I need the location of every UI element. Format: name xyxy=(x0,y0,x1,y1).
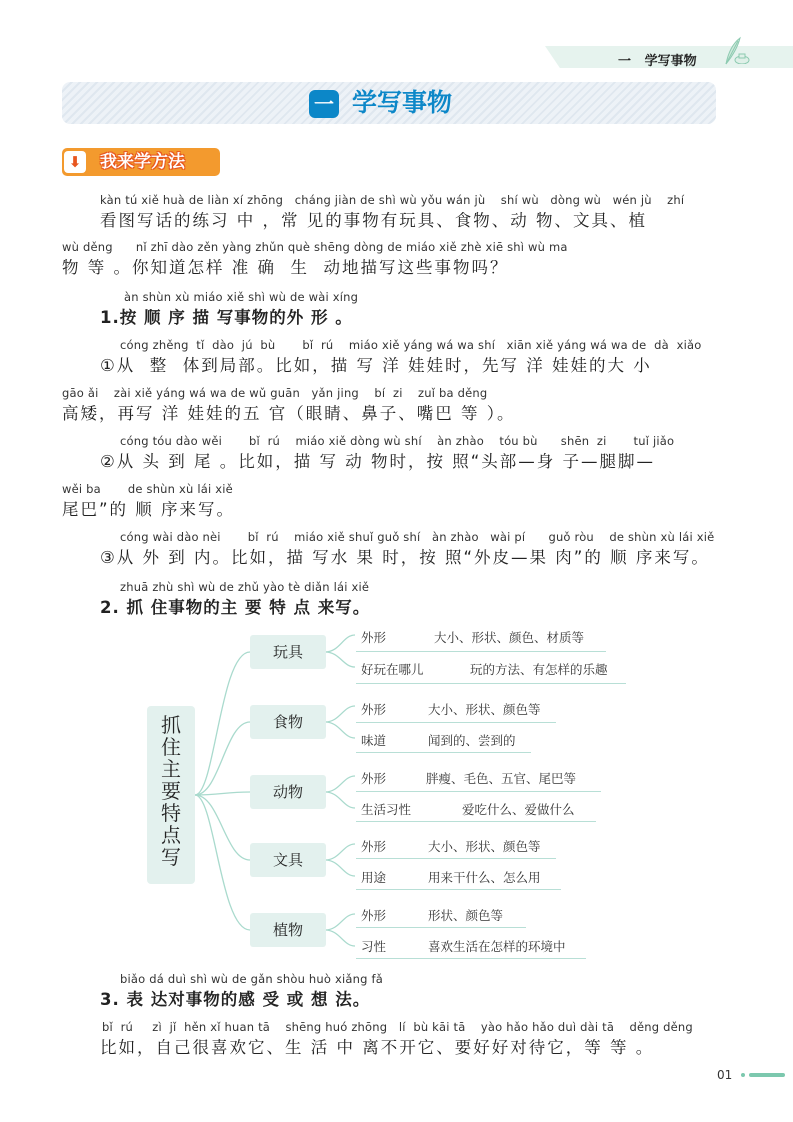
item3-pinyin-1: cóng wài dào nèi bǐ rú miáo xiě shuǐ guǒ shí àn zhào wài pí guǒ ròu de shùn xù lái xiě xyxy=(120,530,715,544)
closing-text: 比如，自己很喜欢它、生 活 中 离不开它、要好好对待它，等 等 。 xyxy=(100,1038,655,1057)
closing-pinyin: bǐ rú zì jǐ hěn xǐ huan tā shēng huó zhōng lí bù kāi tā yào hǎo hǎo duì dài tā děng děng xyxy=(102,1020,693,1034)
animals-value-1: 胖瘦、毛色、五官、尾巴等 xyxy=(426,771,577,786)
footer-bar xyxy=(749,1073,785,1077)
mindmap-node-plants: 植物 xyxy=(250,913,326,947)
mindmap-node-stationery: 文具 xyxy=(250,843,326,877)
intro-text-1: 看图写话的练习 中 ，常 见的事物有玩具、食物、动 物、文具、植 xyxy=(100,211,647,230)
point2-heading: 2. 抓 住事物的主 要 特 点 来写。 xyxy=(100,598,371,617)
item1-text-1: ①从 整 体到局部。比如，描 写 洋 娃娃时，先写 洋 娃娃的大 小 xyxy=(100,356,652,375)
inkpot-icon xyxy=(734,52,750,64)
point3-heading: 3. 表 达对事物的感 受 或 想 法。 xyxy=(100,990,371,1009)
food-key-2: 味道 xyxy=(361,733,387,748)
plants-value-1: 形状、颜色等 xyxy=(428,908,504,923)
item2-text-2: 尾巴”的 顺 序来写。 xyxy=(62,500,236,519)
point1-pinyin: àn shùn xù miáo xiě shì wù de wài xíng xyxy=(124,290,359,304)
point3-pinyin: biǎo dá duì shì wù de gǎn shòu huò xiǎng fǎ xyxy=(120,972,383,986)
item2-pinyin-1: cóng tóu dào wěi bǐ rú miáo xiě dòng wù shí àn zhào tóu bù shēn zi tuǐ jiǎo xyxy=(120,434,675,448)
toys-value-1: 大小、形状、颜色、材质等 xyxy=(434,630,585,645)
mindmap-node-toys: 玩具 xyxy=(250,635,326,669)
food-value-2: 闻到的、尝到的 xyxy=(428,733,516,748)
intro-pinyin-1: kàn tú xiě huà de liàn xí zhōng cháng jiàn de shì wù yǒu wán jù shí wù dòng wù wén jù zhí xyxy=(100,193,685,207)
divider xyxy=(356,651,606,652)
divider xyxy=(356,752,531,753)
toys-key-1: 外形 xyxy=(361,630,387,645)
plants-key-1: 外形 xyxy=(361,908,387,923)
stationery-key-2: 用途 xyxy=(361,870,387,885)
toys-value-2: 玩的方法、有怎样的乐趣 xyxy=(470,662,608,677)
divider xyxy=(356,858,556,859)
intro-text-2: 物 等 。你知道怎样 准 确 生 动地描写这些事物吗？ xyxy=(62,258,509,277)
food-value-1: 大小、形状、颜色等 xyxy=(428,702,541,717)
center-char: 住 xyxy=(161,735,181,759)
page-number: 01 xyxy=(717,1068,733,1082)
item3-text-1: ③从 外 到 内。比如，描 写水 果 时，按 照“外皮—果 肉”的 顺 序来写。 xyxy=(100,548,710,567)
section-label: 一 学写事物 xyxy=(618,54,697,69)
center-char: 点 xyxy=(161,823,181,847)
divider xyxy=(356,683,626,684)
page-title: 学写事物 xyxy=(352,88,453,117)
mindmap-node-food: 食物 xyxy=(250,705,326,739)
center-char: 写 xyxy=(161,845,181,869)
toys-key-2: 好玩在哪儿 xyxy=(361,662,424,677)
plants-key-2: 习性 xyxy=(361,939,387,954)
point2-pinyin: zhuā zhù shì wù de zhǔ yào tè diǎn lái xiě xyxy=(120,580,370,594)
divider xyxy=(356,889,561,890)
item2-pinyin-2: wěi ba de shùn xù lái xiě xyxy=(62,482,233,496)
center-char: 要 xyxy=(161,779,181,803)
item1-pinyin-1: cóng zhěng tǐ dào jú bù bǐ rú miáo xiě yáng wá wa shí xiān xiě yáng wá wa de dà xiǎo xyxy=(120,338,702,352)
badge-label: 我来学方法 xyxy=(100,152,185,172)
item1-text-2: 高矮，再写 洋 娃娃的五 官（眼睛、鼻子、嘴巴 等 ）。 xyxy=(62,404,516,423)
item2-text-1: ②从 头 到 尾 。比如，描 写 动 物时，按 照“头部—身 子—腿脚— xyxy=(100,452,656,471)
divider xyxy=(356,958,586,959)
stationery-value-2: 用来干什么、怎么用 xyxy=(428,870,541,885)
item1-pinyin-2: gāo ǎi zài xiě yáng wá wa de wǔ guān yǎn jing bí zi zuǐ ba děng xyxy=(62,386,488,400)
divider xyxy=(356,927,526,928)
plants-value-2: 喜欢生活在怎样的环境中 xyxy=(428,939,566,954)
mindmap-center xyxy=(147,706,195,884)
mindmap-node-animals: 动物 xyxy=(250,775,326,809)
stationery-key-1: 外形 xyxy=(361,839,387,854)
animals-key-2: 生活习性 xyxy=(361,802,412,817)
point1-heading: 1.按 顺 序 描 写事物的外 形 。 xyxy=(100,308,353,327)
intro-pinyin-2: wù děng nǐ zhī dào zěn yàng zhǔn què shēng dòng de miáo xiě zhè xiē shì wù ma xyxy=(62,240,568,254)
animals-key-1: 外形 xyxy=(361,771,387,786)
stationery-value-1: 大小、形状、颜色等 xyxy=(428,839,541,854)
footer-dot xyxy=(741,1073,745,1077)
center-char: 抓 xyxy=(161,713,181,737)
divider xyxy=(356,821,596,822)
animals-value-2: 爱吃什么、爱做什么 xyxy=(462,802,575,817)
divider xyxy=(356,722,556,723)
center-char: 主 xyxy=(161,757,181,781)
section-badge xyxy=(62,148,220,176)
divider xyxy=(356,791,601,792)
center-char: 特 xyxy=(161,801,181,825)
title-number: 一 xyxy=(309,90,339,118)
download-arrow-icon: ⬇ xyxy=(64,151,86,173)
food-key-1: 外形 xyxy=(361,702,387,717)
